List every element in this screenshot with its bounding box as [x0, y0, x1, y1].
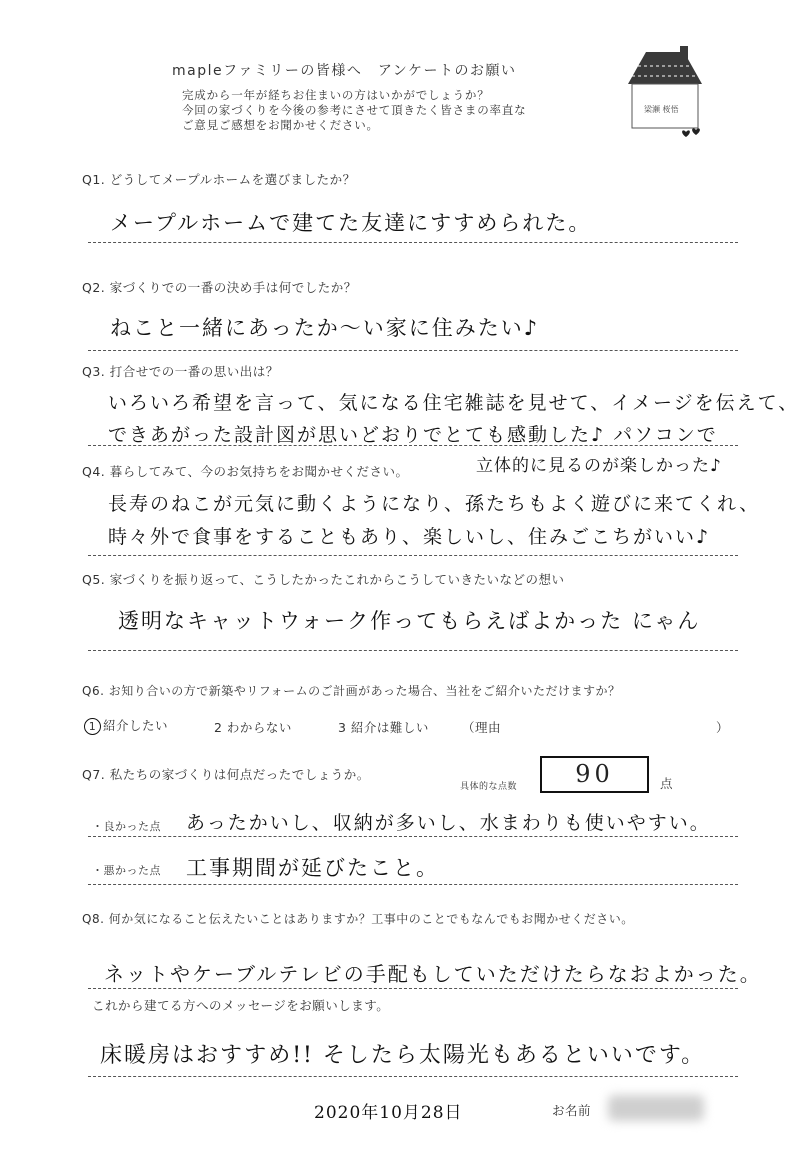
good-answer: あったかいし、収納が多いし、水まわりも使いやすい。 [186, 812, 711, 834]
survey-title: mapleファミリーの皆様へ アンケートのお願い [172, 63, 517, 79]
message-prompt: これから建てる方へのメッセージをお願いします。 [92, 998, 390, 1013]
q2-answer: ねこと一緒にあったか～い家に住みたい♪ [110, 316, 540, 340]
date: 2020年10月28日 [314, 1103, 463, 1123]
q3-answer-line2: できあがった設計図が思いどおりでとても感動した♪ パソコンで [108, 424, 718, 446]
name-label: お名前 [552, 1103, 592, 1118]
q1-answer: メープルホームで建てた友達にすすめられた。 [110, 211, 592, 235]
q1-question: Q1. どうしてメープルホームを選びましたか？ [82, 172, 356, 187]
selected-circle: 1 [84, 718, 101, 735]
q5-answer: 透明なキャットウォーク作ってもらえばよかった にゃん [118, 609, 701, 633]
divider [88, 884, 738, 885]
bad-answer: 工事期間が延びたこと。 [186, 856, 439, 880]
score-unit: 点 [660, 776, 674, 791]
q6-question: Q6. お知り合いの方で新築やリフォームのご計画があった場合、当社をご紹介いただけますか？ [82, 684, 621, 698]
q4-answer-line1: 長寿のねこが元気に動くようになり、孫たちもよく遊びに来てくれ、 [108, 493, 761, 515]
blurred-name [608, 1095, 704, 1121]
q2-question: Q2. 家づくりでの一番の決め手は何でしたか？ [82, 280, 357, 295]
house-icon [618, 42, 708, 142]
intro-text [182, 88, 526, 133]
divider [88, 988, 738, 989]
q3-question: Q3. 打合せでの一番の思い出は？ [82, 364, 279, 379]
q5-question: Q5. 家づくりを振り返って、こうしたかったこれからこうしていきたいなどの想い [82, 572, 565, 587]
intro-line: 完成から一年が経ちお住まいの方はいかがでしょうか？ [182, 88, 490, 102]
divider [88, 445, 738, 446]
q8-question: Q8. 何か気になること伝えたいことはありますか？工事中のことでもなんでもお聞かせください。 [82, 912, 634, 926]
q3-answer-line3: 立体的に見るのが楽しかった♪ [476, 456, 722, 476]
q6-reason-close: ） [716, 720, 730, 735]
divider [88, 650, 738, 651]
intro-line: ご意見ご感想をお聞かせください。 [182, 118, 379, 132]
house-sign: 梁瀬 桜悟 [644, 105, 679, 114]
q6-reason-label: （理由 [462, 720, 502, 735]
divider [88, 1076, 738, 1077]
q6-option-1-label: 紹介したい [103, 718, 169, 733]
q6-option-3: 3 紹介は難しい [338, 720, 429, 735]
divider [88, 836, 738, 837]
q4-question: Q4. 暮らしてみて、今のお気持ちをお聞かせください。 [82, 464, 409, 479]
q3-answer-line1: いろいろ希望を言って、気になる住宅雑誌を見せて、イメージを伝えて、 [108, 392, 800, 414]
score-label: 具体的な点数 [460, 782, 518, 792]
message-answer: 床暖房はおすすめ!! そしたら太陽光もあるといいです。 [100, 1043, 706, 1068]
divider [88, 555, 738, 556]
score-box: 90 [540, 756, 649, 793]
q6-option-1 [84, 716, 168, 735]
q4-answer-line2: 時々外で食事をすることもあり、楽しいし、住みごこちがいい♪ [108, 526, 711, 548]
bad-label: ・悪かった点 [92, 864, 161, 877]
q7-question: Q7. 私たちの家づくりは何点だったでしょうか。 [82, 767, 370, 782]
good-label: ・良かった点 [92, 820, 161, 833]
divider [88, 242, 738, 243]
q6-option-2: 2 わからない [214, 720, 292, 735]
q8-answer: ネットやケーブルテレビの手配もしていただけたらなおよかった。 [104, 962, 762, 986]
divider [88, 350, 738, 351]
intro-line: 今回の家づくりを今後の参考にさせて頂きたく皆さまの率直な [182, 103, 527, 117]
